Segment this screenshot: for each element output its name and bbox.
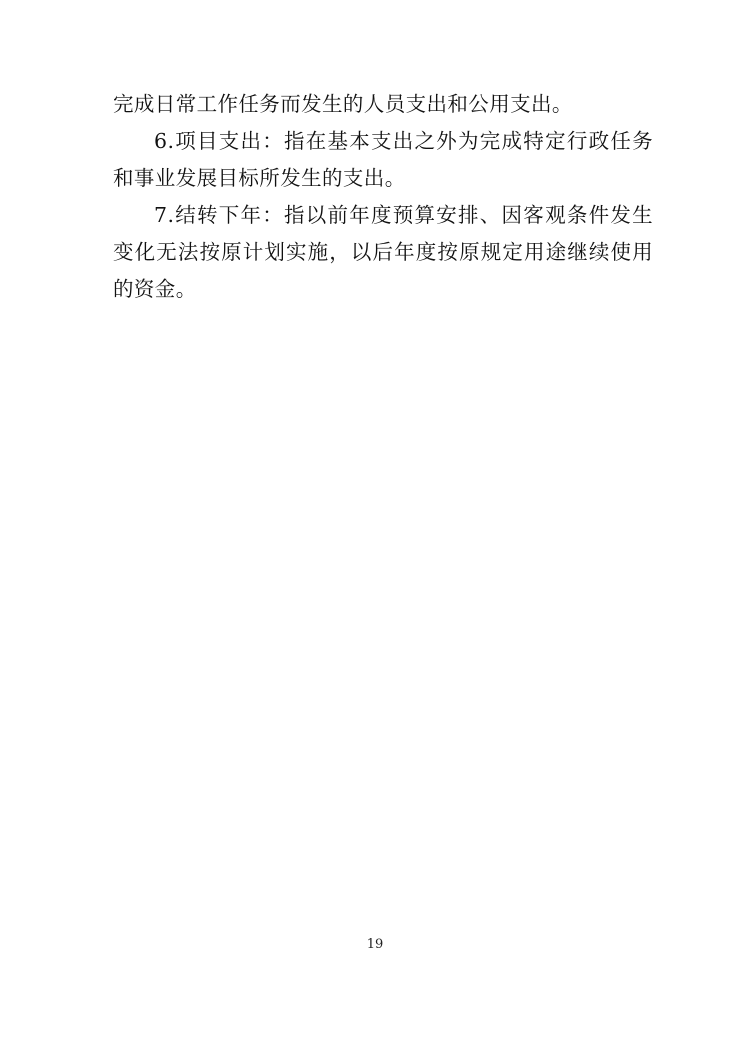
document-body [113,86,653,308]
paragraph-item-6: 6.项目支出：指在基本支出之外为完成特定行政任务和事业发展目标所发生的支出。 [113,129,653,190]
page-number: 19 [366,937,384,952]
paragraph-continuation: 完成日常工作任务而发生的人员支出和公用支出。 [113,92,573,116]
paragraph-item-7: 7.结转下年：指以前年度预算安排、因客观条件发生变化无法按原计划实施，以后年度按原规定用途继续使用的资金。 [113,203,653,301]
